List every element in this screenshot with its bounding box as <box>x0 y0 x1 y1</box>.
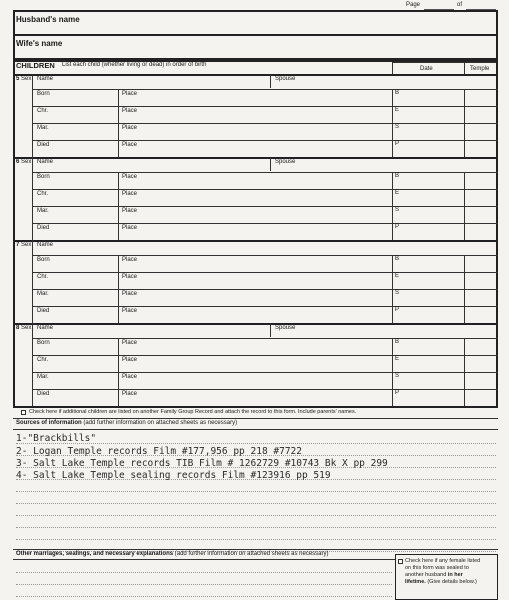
event-label: Born <box>37 340 50 346</box>
place-field[interactable] <box>118 307 388 321</box>
event-label: Mar. <box>37 374 49 380</box>
ordinance-code: S <box>395 207 400 213</box>
place-label: Place <box>122 308 138 314</box>
place-label: Place <box>122 374 138 380</box>
page-label: Page <box>406 2 421 8</box>
ordinance-temple-field[interactable] <box>466 307 496 321</box>
additional-children-label: Check here if additional children are listed on another Family Group Record and attach the record to this form. Include parents' names. <box>29 409 357 415</box>
place-label: Place <box>122 174 138 180</box>
source-entry[interactable]: 3- Salt Lake Temple records TIB Film # 1262729 #10743 Bk X pp 299 <box>16 458 388 469</box>
date-divider <box>392 255 393 323</box>
ordinance-code: S <box>395 124 400 130</box>
female-sealed-line-1: Check here if any female listed <box>405 558 481 564</box>
ordinance-code: E <box>395 190 400 196</box>
ordinance-date-field[interactable] <box>400 373 462 387</box>
ordinance-date-field[interactable] <box>400 207 462 221</box>
temple-divider <box>464 338 465 406</box>
place-label: Place <box>122 391 138 397</box>
place-field[interactable] <box>118 373 388 387</box>
place-label: Place <box>122 208 138 214</box>
child-number: 6 <box>16 159 20 165</box>
source-writing-line[interactable] <box>16 503 496 504</box>
children-instruction: List each child (whether living or dead) in order of birth <box>62 62 207 68</box>
sex-column-divider <box>32 157 33 240</box>
ordinance-date-field[interactable] <box>400 256 462 270</box>
ordinance-date-field[interactable] <box>400 173 462 187</box>
spouse-label: Spouse <box>275 325 296 331</box>
sources-label: Sources of information <box>16 420 82 426</box>
source-writing-line[interactable] <box>16 527 496 528</box>
place-divider <box>118 338 119 406</box>
ordinance-date-field[interactable] <box>400 124 462 138</box>
ordinance-code: P <box>395 390 400 396</box>
event-label: Chr. <box>37 191 49 197</box>
ordinance-date-field[interactable] <box>400 90 462 104</box>
ordinance-temple-field[interactable] <box>466 141 496 155</box>
event-label: Born <box>37 257 50 263</box>
event-label: Died <box>37 308 50 314</box>
place-divider <box>118 255 119 323</box>
sex-label: Sex <box>21 242 32 248</box>
date-header-divider <box>392 62 393 74</box>
other-writing-line[interactable] <box>16 584 392 585</box>
ordinance-temple-field[interactable] <box>466 207 496 221</box>
ordinance-temple-field[interactable] <box>466 173 496 187</box>
place-divider <box>118 89 119 157</box>
event-label: Born <box>37 174 50 180</box>
place-label: Place <box>122 274 138 280</box>
place-label: Place <box>122 340 138 346</box>
female-sealed-line-3b: in her <box>447 572 463 578</box>
ordinance-code: P <box>395 141 400 147</box>
ordinance-date-field[interactable] <box>400 273 462 287</box>
name-label: Name <box>37 159 54 165</box>
source-entry[interactable]: 4- Salt Lake Temple sealing records Film #123916 pp 519 <box>16 470 331 481</box>
place-field[interactable] <box>118 190 388 204</box>
place-field[interactable] <box>118 290 388 304</box>
event-label: Chr. <box>37 357 49 363</box>
place-field[interactable] <box>118 356 388 370</box>
children-header: CHILDREN <box>16 61 55 70</box>
other-hint: (add further information on attached sheets as necessary) <box>174 551 329 557</box>
place-field[interactable] <box>118 141 388 155</box>
female-sealed-line-2: on this form was sealed to <box>405 565 469 571</box>
spouse-label: Spouse <box>275 76 296 82</box>
other-writing-line[interactable] <box>16 596 392 597</box>
ordinance-code: B <box>395 173 400 179</box>
female-sealed-label <box>405 558 480 586</box>
source-entry[interactable]: 1-"Brackbills" <box>16 433 97 444</box>
ordinance-date-field[interactable] <box>400 190 462 204</box>
place-field[interactable] <box>118 124 388 138</box>
place-field[interactable] <box>118 173 388 187</box>
ordinance-temple-field[interactable] <box>466 107 496 121</box>
other-heading <box>16 551 329 558</box>
place-label: Place <box>122 125 138 131</box>
ordinance-code: E <box>395 356 400 362</box>
ordinance-temple-field[interactable] <box>466 373 496 387</box>
ordinance-code: P <box>395 307 400 313</box>
spouse-name-field[interactable] <box>300 158 495 170</box>
female-sealed-line-3a: another husband <box>405 572 447 578</box>
sex-column-divider <box>32 323 33 406</box>
temple-divider <box>464 172 465 240</box>
ordinance-date-field[interactable] <box>400 290 462 304</box>
female-sealed-checkbox[interactable] <box>398 559 403 564</box>
name-label: Name <box>37 242 54 248</box>
sex-column-divider <box>32 240 33 323</box>
place-label: Place <box>122 257 138 263</box>
child-name-field[interactable] <box>60 241 265 253</box>
ordinance-temple-field[interactable] <box>466 339 496 353</box>
sex-label: Sex <box>21 325 32 331</box>
wife-name-field[interactable] <box>90 37 495 57</box>
sex-field[interactable] <box>16 248 30 321</box>
event-label: Mar. <box>37 125 49 131</box>
ordinance-code: B <box>395 339 400 345</box>
source-writing-line[interactable] <box>16 539 496 540</box>
sources-header-line <box>13 429 498 430</box>
ordinance-date-field[interactable] <box>400 356 462 370</box>
husband-name-field[interactable] <box>100 13 495 33</box>
place-divider <box>118 172 119 240</box>
event-label: Died <box>37 391 50 397</box>
temple-divider <box>464 255 465 323</box>
ordinance-code: B <box>395 256 400 262</box>
wife-name-label: Wife's name <box>16 39 63 48</box>
place-label: Place <box>122 191 138 197</box>
ordinance-code: S <box>395 290 400 296</box>
ordinance-code: P <box>395 224 400 230</box>
spouse-name-field[interactable] <box>300 75 495 87</box>
child-name-field[interactable] <box>60 324 265 336</box>
name-label: Name <box>37 76 54 82</box>
source-entry[interactable]: 2- Logan Temple records Film #177,956 pp 218 #7722 <box>16 446 302 457</box>
sex-label: Sex <box>21 76 32 82</box>
date-temple-header-line <box>392 62 496 63</box>
female-sealed-line-4a: lifetime. <box>405 579 426 585</box>
place-field[interactable] <box>118 107 388 121</box>
event-label: Died <box>37 142 50 148</box>
date-divider <box>392 338 393 406</box>
child-name-field[interactable] <box>60 75 265 87</box>
sources-heading <box>16 420 237 427</box>
ordinance-temple-field[interactable] <box>466 90 496 104</box>
sex-field[interactable] <box>16 331 30 404</box>
ordinance-date-field[interactable] <box>400 107 462 121</box>
spouse-divider <box>270 74 271 88</box>
event-label: Mar. <box>37 208 49 214</box>
event-label: Chr. <box>37 108 49 114</box>
ordinance-temple-field[interactable] <box>466 390 496 404</box>
sex-column-divider <box>32 74 33 157</box>
place-label: Place <box>122 142 138 148</box>
additional-children-checkbox[interactable] <box>21 410 26 415</box>
child-number: 7 <box>16 242 20 248</box>
event-label: Born <box>37 91 50 97</box>
place-field[interactable] <box>118 90 388 104</box>
divider <box>13 34 498 36</box>
date-divider <box>392 172 393 240</box>
sex-label: Sex <box>21 159 32 165</box>
ordinance-code: S <box>395 373 400 379</box>
place-field[interactable] <box>118 224 388 238</box>
ordinance-temple-field[interactable] <box>466 273 496 287</box>
spouse-divider <box>270 157 271 171</box>
ordinance-date-field[interactable] <box>400 390 462 404</box>
event-label: Mar. <box>37 291 49 297</box>
child-name-field[interactable] <box>60 158 265 170</box>
ordinance-temple-field[interactable] <box>466 224 496 238</box>
date-column-header: Date <box>420 66 433 72</box>
temple-divider <box>464 89 465 157</box>
place-field[interactable] <box>118 339 388 353</box>
ordinance-temple-field[interactable] <box>466 290 496 304</box>
temple-column-header: Temple <box>470 66 490 72</box>
spouse-divider <box>270 323 271 337</box>
event-label: Chr. <box>37 274 49 280</box>
sources-hint: (add further information on attached sheets as necessary) <box>83 420 238 426</box>
other-header-line <box>13 559 395 560</box>
ordinance-temple-field[interactable] <box>466 356 496 370</box>
date-divider <box>392 89 393 157</box>
other-label: Other marriages, sealings, and necessary explanations <box>16 551 174 557</box>
place-field[interactable] <box>118 207 388 221</box>
place-field[interactable] <box>118 273 388 287</box>
female-sealed-line-4b: (Give details below.) <box>427 579 477 585</box>
source-writing-line[interactable] <box>16 491 496 492</box>
spouse-name-field[interactable] <box>300 324 495 336</box>
temple-header-divider <box>464 62 465 74</box>
ordinance-code: B <box>395 90 400 96</box>
event-label: Died <box>37 225 50 231</box>
place-field[interactable] <box>118 256 388 270</box>
sex-field[interactable] <box>16 82 30 155</box>
place-label: Place <box>122 108 138 114</box>
place-field[interactable] <box>118 390 388 404</box>
ordinance-code: E <box>395 107 400 113</box>
other-top-line <box>13 549 498 550</box>
place-label: Place <box>122 357 138 363</box>
sources-top-line <box>13 418 498 419</box>
of-label: of <box>457 2 463 8</box>
sex-field[interactable] <box>16 165 30 238</box>
ordinance-date-field[interactable] <box>400 141 462 155</box>
ordinance-date-field[interactable] <box>400 307 462 321</box>
ordinance-temple-field[interactable] <box>466 124 496 138</box>
ordinance-temple-field[interactable] <box>466 256 496 270</box>
source-writing-line[interactable] <box>16 515 496 516</box>
spouse-label: Spouse <box>275 159 296 165</box>
place-label: Place <box>122 291 138 297</box>
ordinance-code: E <box>395 273 400 279</box>
ordinance-temple-field[interactable] <box>466 190 496 204</box>
name-label: Name <box>37 325 54 331</box>
place-label: Place <box>122 225 138 231</box>
ordinance-date-field[interactable] <box>400 339 462 353</box>
child-number: 8 <box>16 325 20 331</box>
place-label: Place <box>122 91 138 97</box>
child-number: 5 <box>16 76 20 82</box>
husband-name-label: Husband's name <box>16 15 80 24</box>
ordinance-date-field[interactable] <box>400 224 462 238</box>
other-writing-line[interactable] <box>16 572 392 573</box>
